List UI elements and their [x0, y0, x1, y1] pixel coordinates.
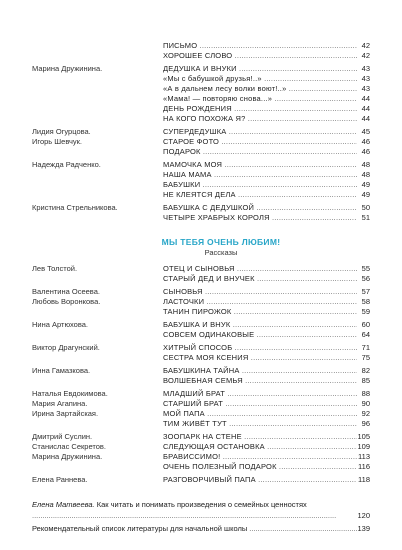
toc-page: 58 [361, 297, 370, 306]
toc-title: ТАНИН ПИРОЖОК ..... [163, 307, 357, 317]
toc-title: ПОДАРОК ..... [163, 147, 357, 157]
toc-row [0, 147, 402, 157]
toc-title: ПИСЬМО ..... [163, 41, 357, 51]
toc-page: 43 [361, 74, 370, 83]
toc-row [0, 180, 402, 190]
toc-row [0, 41, 402, 51]
toc-page: 44 [361, 94, 370, 103]
toc-author: Елена Матвеева. [32, 500, 95, 509]
toc-page: 49 [361, 190, 370, 199]
toc-row [0, 419, 402, 429]
toc-author: Ирина Зартайская. [32, 409, 99, 418]
toc-title: БАБУШКА С ДЕДУШКОЙ ..... [163, 203, 357, 213]
toc-page: 48 [361, 160, 370, 169]
toc-title: БРАВИССИМО! ..... [163, 452, 357, 462]
toc-page: 55 [361, 264, 370, 273]
toc-title: ОЧЕНЬ ПОЛЕЗНЫЙ ПОДАРОК ..... [163, 462, 357, 472]
toc-row [0, 409, 402, 419]
toc-page: 50 [361, 203, 370, 212]
toc-page: 48 [361, 170, 370, 179]
toc-title: ДЕДУШКА И ВНУКИ ..... [163, 64, 357, 74]
toc-page: 82 [361, 366, 370, 375]
toc-row [0, 213, 402, 223]
toc-page: 42 [361, 51, 370, 60]
toc-author: Инна Гамазкова. [32, 366, 91, 375]
toc-page: 57 [361, 287, 370, 296]
toc-row [0, 137, 402, 147]
toc-title: «А в дальнем лесу волки воют!..» ..... [163, 84, 357, 94]
toc-row-reading-list [0, 521, 402, 536]
toc-author: Мария Агапина. [32, 399, 88, 408]
toc-page: 75 [361, 353, 370, 362]
toc-title [32, 499, 357, 521]
toc-author: Игорь Шевчук. [32, 137, 83, 146]
toc-page: 71 [361, 343, 370, 352]
toc-title: НАША МАМА ..... [163, 170, 357, 180]
toc-row [0, 462, 402, 472]
toc-row [0, 297, 402, 307]
toc-row [0, 432, 402, 442]
toc-title: «Мама! — повторяю снова...» ..... [163, 94, 357, 104]
toc-row [0, 160, 402, 170]
toc-page: 120 [357, 511, 370, 520]
toc-page: 59 [361, 307, 370, 316]
toc-title: ДЕНЬ РОЖДЕНИЯ ..... [163, 104, 357, 114]
toc-title: ХИТРЫЙ СПОСОБ ..... [163, 343, 357, 353]
toc-page: 44 [361, 104, 370, 113]
toc-row [0, 320, 402, 330]
toc-row [0, 452, 402, 462]
toc-author: Виктор Драгунский. [32, 343, 100, 352]
toc-row [0, 399, 402, 409]
toc-row [0, 442, 402, 452]
toc-row [0, 343, 402, 353]
toc-page: 109 [357, 442, 370, 451]
toc-page: 113 [358, 452, 370, 461]
toc-row [0, 389, 402, 399]
toc-page: 105 [357, 432, 370, 441]
toc-title: РАЗГОВОРЧИВЫЙ ПАПА ..... [163, 475, 357, 485]
toc-title: НЕ КЛЕЯТСЯ ДЕЛА ..... [163, 190, 357, 200]
toc-title: ТИМ ЖИВЁТ ТУТ ..... [163, 419, 357, 429]
toc-page: 64 [361, 330, 370, 339]
toc-title: ЛАСТОЧКИ ..... [163, 297, 357, 307]
toc-page: 51 [361, 213, 370, 222]
toc-title-text: Как читать и понимать произведения о семейных ценностях [96, 500, 307, 509]
toc-row [0, 114, 402, 124]
toc-row [0, 475, 402, 485]
toc-title: СОВСЕМ ОДИНАКОВЫЕ ..... [163, 330, 357, 340]
toc-title: МАМОЧКА МОЯ ..... [163, 160, 357, 170]
toc-author: Марина Дружинина. [32, 64, 103, 73]
toc-title: СЫНОВЬЯ ..... [163, 287, 357, 297]
toc-row [0, 127, 402, 137]
toc-author: Наталья Евдокимова. [32, 389, 108, 398]
toc-page: 44 [361, 114, 370, 123]
toc-page: 56 [361, 274, 370, 283]
toc-page: 118 [358, 475, 370, 484]
toc-author: Надежда Радченко. [32, 160, 101, 169]
toc-author: Лидия Огурцова. [32, 127, 91, 136]
toc-page: 45 [361, 127, 370, 136]
toc-page: 90 [361, 399, 370, 408]
toc-row [0, 64, 402, 74]
toc-title: МЛАДШИЙ БРАТ ..... [163, 389, 357, 399]
toc-title: БАБУШКИ ..... [163, 180, 357, 190]
toc-row [0, 84, 402, 94]
toc-row [0, 203, 402, 213]
toc-row [0, 190, 402, 200]
toc-author: Марина Дружинина. [32, 452, 103, 461]
toc-title: ОТЕЦ И СЫНОВЬЯ ..... [163, 264, 357, 274]
toc-title: ВОЛШЕБНАЯ СЕМЬЯ ..... [163, 376, 357, 386]
toc-row [0, 330, 402, 340]
toc-title: СЛЕДУЮЩАЯ ОСТАНОВКА ..... [163, 442, 357, 452]
toc-page: 92 [361, 409, 370, 418]
toc-title: СЕСТРА МОЯ КСЕНИЯ ..... [163, 353, 357, 363]
toc-title: МОЙ ПАПА ..... [163, 409, 357, 419]
toc-page: 43 [361, 64, 370, 73]
toc-page: 88 [361, 389, 370, 398]
toc-row [0, 104, 402, 114]
toc-row-afterword [0, 499, 402, 521]
toc-author: Валентина Осеева. [32, 287, 100, 296]
toc-author: Кристина Стрельникова. [32, 203, 118, 212]
toc-title: СТАРОЕ ФОТО ..... [163, 137, 357, 147]
toc-row [0, 51, 402, 61]
toc-row [0, 287, 402, 297]
toc-page: 60 [361, 320, 370, 329]
toc-row [0, 74, 402, 84]
toc-row [0, 376, 402, 386]
toc-title: Рекомендательный список литературы для начальной школы ..... [32, 521, 357, 536]
toc-title: СТАРЫЙ ДЕД И ВНУЧЕК ..... [163, 274, 357, 284]
toc-title: СУПЕРДЕДУШКА ..... [163, 127, 357, 137]
toc-page: 49 [361, 180, 370, 189]
table-of-contents [0, 41, 402, 536]
toc-row [0, 264, 402, 274]
toc-author: Елена Раннева. [32, 475, 88, 484]
toc-title: ЗООПАРК НА СТЕНЕ ..... [163, 432, 357, 442]
toc-row [0, 94, 402, 104]
toc-page: 139 [357, 524, 370, 533]
toc-title: «Мы с бабушкой друзья!..» ..... [163, 74, 357, 84]
toc-row [0, 307, 402, 317]
toc-page: 46 [361, 147, 370, 156]
toc-title: ЧЕТЫРЕ ХРАБРЫХ КОРОЛЯ ..... [163, 213, 357, 223]
toc-row [0, 170, 402, 180]
toc-row [0, 353, 402, 363]
toc-title: БАБУШКИНА ТАЙНА ..... [163, 366, 357, 376]
toc-title: БАБУШКА И ВНУК ..... [163, 320, 357, 330]
section-subheading: Рассказы [204, 248, 238, 257]
toc-title: ХОРОШЕЕ СЛОВО ..... [163, 51, 357, 61]
toc-title: СТАРШИЙ БРАТ ..... [163, 399, 357, 409]
section-heading: МЫ ТЕБЯ ОЧЕНЬ ЛЮБИМ! [161, 237, 281, 247]
toc-page: 96 [361, 419, 370, 428]
toc-page: 46 [361, 137, 370, 146]
toc-author: Нина Артюхова. [32, 320, 88, 329]
toc-author: Любовь Воронкова. [32, 297, 101, 306]
toc-page: 42 [361, 41, 370, 50]
toc-author: Дмитрий Суслин. [32, 432, 93, 441]
toc-page: 43 [361, 84, 370, 93]
toc-author: Лев Толстой. [32, 264, 78, 273]
toc-row [0, 366, 402, 376]
toc-page: 116 [358, 462, 370, 471]
toc-page: 85 [361, 376, 370, 385]
toc-title: НА КОГО ПОХОЖА Я? ..... [163, 114, 357, 124]
toc-row [0, 274, 402, 284]
toc-author: Станислас Секретов. [32, 442, 106, 451]
